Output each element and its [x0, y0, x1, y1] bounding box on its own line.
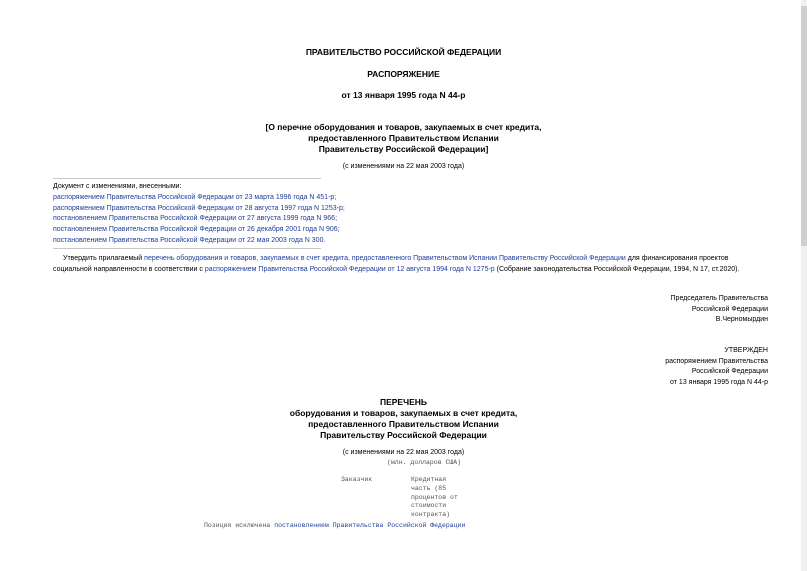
column-header-credit: Кредитная часть (85 процентов от стоимости контракта) [411, 476, 458, 519]
divider-top [53, 178, 321, 179]
signature-block: Председатель Правительства Российской Федерации В.Черномырдин [670, 295, 768, 323]
document-title-line-3: Правительству Российской Федерации] [318, 144, 489, 154]
units-label: (млн. долларов США) [387, 459, 462, 466]
scrollbar-thumb[interactable] [801, 6, 807, 246]
list-link[interactable]: перечень оборудования и товаров, закупаемых в счет кредита, предоставленного Правительством Испании Правительству Российской Федерации [144, 255, 626, 262]
government-heading: ПРАВИТЕЛЬСТВО РОССИЙСКОЙ ФЕДЕРАЦИИ [305, 47, 502, 57]
document-type-heading: РАСПОРЯЖЕНИЕ [367, 69, 440, 79]
resolution-paragraph-line-2: социальной направленности в соответствии с распоряжением Правительства Российской Федерации от 12 августа 1994 года N 1275-р (Собрание законодательства Российской Федерации, 1994, N 17, ст.2020). [53, 266, 740, 273]
list-subtitle-3: Правительству Российской Федерации [320, 430, 487, 440]
order-link[interactable]: распоряжением Правительства Российской Федерации от 12 августа 1994 года N 1275-р [204, 266, 495, 273]
change-link[interactable]: распоряжением Правительства Российской Федерации от 28 августа 1997 года N 1253-р; [53, 204, 345, 212]
list-title: ПЕРЕЧЕНЬ [379, 397, 427, 407]
divider-bottom [53, 248, 321, 249]
list-subtitle-2: предоставленного Правительством Испании [308, 419, 499, 429]
document-date-number: от 13 января 1995 года N 44-р [341, 90, 466, 100]
change-link[interactable]: распоряжением Правительства Российской Федерации от 23 марта 1996 года N 451-р; [53, 193, 337, 201]
vertical-scrollbar[interactable] [801, 0, 807, 571]
document-title-line-1: [О перечне оборудования и товаров, закупаемых в счет кредита, [265, 122, 542, 132]
change-link[interactable]: постановлением Правительства Российской Федерации от 27 августа 1999 года N 966; [53, 215, 338, 223]
list-amendments-note: (с изменениями на 22 мая 2003 года) [342, 449, 465, 456]
change-link[interactable]: постановлением Правительства Российской Федерации от 26 декабря 2001 года N 906; [53, 226, 340, 234]
changes-block [53, 182, 345, 247]
approved-block: УТВЕРЖДЕН распоряжением Правительства Российской Федерации от 13 января 1995 года N 44-р [665, 347, 768, 386]
column-header-customer: Заказчик [341, 476, 373, 483]
change-link[interactable]: постановлением Правительства Российской Федерации от 22 мая 2003 года N 300. [53, 236, 326, 244]
excluded-resolution-link[interactable]: постановлением Правительства Российской Федерации [274, 522, 466, 529]
excluded-position-note: Позиция исключена постановлением Правительства Российской Федерации [204, 522, 466, 529]
document-title-line-2: предоставленного Правительством Испании [308, 133, 499, 143]
list-subtitle-1: оборудования и товаров, закупаемых в счет кредита, [289, 408, 518, 418]
changes-intro: Документ с изменениями, внесенными: [53, 183, 182, 190]
resolution-paragraph: Утвердить прилагаемый перечень оборудования и товаров, закупаемых в счет кредита, предоставленного Правительством Испании Правительству Российской Федерации для финансирования проектов [63, 255, 729, 262]
amendments-note: (с изменениями на 22 мая 2003 года) [342, 163, 465, 170]
